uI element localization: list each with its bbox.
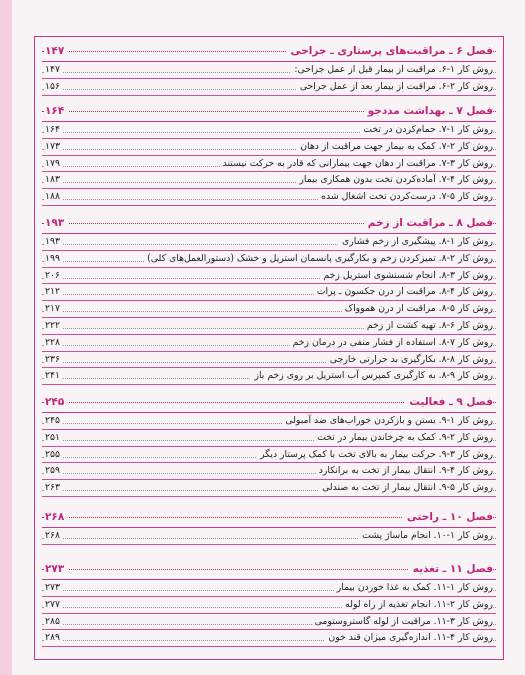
chapter-page-number: ۱۹۳ (45, 215, 68, 231)
entry-page-number: ۱۷۳ (45, 140, 63, 154)
toc-entry (42, 447, 496, 464)
entry-page-number: ۲۸۹ (45, 631, 63, 645)
entry-title: روش کار ۱-۹. بستن و بازکردن جوراب‌های ضد آمبولی (282, 414, 493, 428)
entry-page-number: ۲۲۲ (45, 319, 63, 333)
toc-entry (42, 463, 496, 480)
entry-title: روش کار ۵-۷. درست‌کردن تخت اشغال شده (318, 190, 493, 204)
entry-page-number: ۱۹۳ (45, 235, 63, 249)
toc-entry (42, 62, 496, 79)
entry-title: روش کار ۳-۷. مراقبت از دهان جهت بیمارانی که قادر به حرکت نیستند (220, 157, 493, 171)
chapter-heading (42, 215, 496, 232)
chapter-page-number: ۱۴۷ (45, 43, 68, 59)
toc-entry (42, 172, 496, 189)
entry-page-number: ۲۵۱ (45, 431, 63, 445)
entry-page-number: ۱۴۷ (45, 63, 63, 77)
entry-title: روش کار ۹-۸. به کارگیری کمپرس آب استریل بر روی زخم باز (251, 369, 493, 383)
entry-title: روش کار ۲-۸. تمیزکردن زخم و بکارگیری پانسمان استریل و خشک (دستورالعمل‌های کلی) (144, 252, 493, 266)
entry-title: روش کار ۳-۸. انجام شستشوی استریل زخم (320, 269, 493, 283)
toc-section (42, 215, 496, 385)
chapter-heading (42, 394, 496, 411)
entry-page-number: ۱۸۸ (45, 190, 63, 204)
entry-title: روش کار ۶-۸. تهیه کشت از زخم (364, 319, 493, 333)
toc-entry (42, 528, 496, 545)
entry-title: روش کار ۳-۱۱. مراقبت از لوله گاستروستومی (312, 615, 493, 629)
entry-title: روش کار ۱-۱۰. انجام ماساژ پشت (359, 529, 493, 543)
toc-frame (34, 36, 504, 660)
entry-title: روش کار ۳-۹. حرکت بیمار به بالای تخت با کمک پرستار دیگر (257, 448, 493, 462)
toc-entry (42, 580, 496, 597)
toc-entry (42, 614, 496, 631)
entry-page-number: ۱۹۹ (45, 252, 63, 266)
toc-entry (42, 268, 496, 285)
entry-page-number: ۲۶۳ (45, 481, 63, 495)
chapter-title: فصل ۱۰ ـ راحتی (403, 509, 493, 525)
book-page (12, 0, 525, 675)
entry-title: روش کار ۲-۶. مراقبت از بیمار بعد از عمل جراحی (297, 80, 493, 94)
entry-page-number: ۲۲۸ (45, 336, 63, 350)
chapter-title: فصل ۷ ـ بهداشت مددجو (364, 103, 493, 119)
toc-entry (42, 234, 496, 251)
entry-page-number: ۱۵۶ (45, 80, 63, 94)
chapter-title: فصل ۹ ـ فعالیت (405, 394, 493, 410)
chapter-heading (42, 103, 496, 120)
entry-title: روش کار ۲-۱۱. انجام تغذیه از راه لوله (342, 598, 493, 612)
entry-title: روش کار ۴-۸. مراقبت از درن جکسون ـ پرات (314, 285, 493, 299)
entry-title: روش کار ۵-۹. انتقال بیمار از تخت به صندلی (319, 481, 493, 495)
entry-title: روش کار ۸-۸. بکارگیری بد حرارتی خارجی (327, 353, 493, 367)
entry-page-number: ۲۷۳ (45, 581, 63, 595)
chapter-page-number: ۲۶۸ (45, 509, 68, 525)
entry-page-number: ۲۱۷ (45, 302, 63, 316)
entry-page-number: ۲۶۸ (45, 529, 63, 543)
entry-page-number: ۲۵۹ (45, 464, 63, 478)
entry-page-number: ۲۳۶ (45, 353, 63, 367)
chapter-title: فصل ۶ ـ مراقبت‌های پرستاری ـ جراحی (287, 43, 493, 59)
entry-title: روش کار ۵-۸. مراقبت از درن هموواک (342, 302, 493, 316)
toc-entry (42, 139, 496, 156)
entry-page-number: ۱۸۳ (45, 173, 63, 187)
toc-entry (42, 335, 496, 352)
toc-entry (42, 122, 496, 139)
toc-entry (42, 368, 496, 385)
toc-entry (42, 79, 496, 96)
toc-entry (42, 318, 496, 335)
entry-page-number: ۲۷۷ (45, 598, 63, 612)
toc-entry (42, 480, 496, 497)
entry-title: روش کار ۴-۹. انتقال بیمار از تخت به برانکارد (316, 464, 493, 478)
entry-title: روش کار ۲-۹. کمک به چرخاندن بیمار در تخت (314, 431, 493, 445)
entry-page-number: ۱۷۹ (45, 157, 63, 171)
entry-page-number: ۲۴۱ (45, 369, 63, 383)
toc-entry (42, 284, 496, 301)
chapter-page-number: ۲۴۵ (45, 394, 68, 410)
chapter-heading (42, 561, 496, 578)
chapter-heading (42, 43, 496, 60)
toc-entry (42, 251, 496, 268)
entry-page-number: ۲۵۵ (45, 448, 63, 462)
entry-page-number: ۲۸۵ (45, 615, 63, 629)
toc-section (42, 561, 496, 647)
toc-entry (42, 597, 496, 614)
chapter-title: فصل ۱۱ ـ تغذیه (409, 561, 493, 577)
toc-entry (42, 630, 496, 647)
entry-page-number: ۲۱۲ (45, 285, 63, 299)
entry-title: روش کار ۱-۶. مراقبت از بیمار قبل از عمل جراحی: (291, 63, 493, 77)
entry-title: روش کار ۱-۷. حمام‌کردن در تخت (360, 123, 493, 137)
toc-section (42, 509, 496, 545)
toc-entry (42, 352, 496, 369)
entry-page-number: ۲۴۵ (45, 414, 63, 428)
toc-entry (42, 189, 496, 206)
entry-title: روش کار ۴-۱۱. اندازه‌گیری میزان قند خون (325, 631, 493, 645)
toc-entry (42, 156, 496, 173)
chapter-heading (42, 509, 496, 526)
entry-title: روش کار ۴-۷. آماده‌کردن تخت بدون همکاری بیمار (296, 173, 493, 187)
entry-page-number: ۱۶۴ (45, 123, 63, 137)
entry-title: روش کار ۱-۸. پیشگیری از زخم فشاری (339, 235, 493, 249)
toc-entry (42, 430, 496, 447)
entry-title: روش کار ۱-۱۱. کمک به غذا خوردن بیمار (334, 581, 493, 595)
toc-section (42, 43, 496, 96)
toc-entry (42, 413, 496, 430)
entry-title: روش کار ۲-۷. کمک به بیمار جهت مراقبت از دهان (297, 140, 493, 154)
chapter-page-number: ۱۶۴ (45, 103, 68, 119)
toc-section (42, 394, 496, 497)
entry-page-number: ۲۰۶ (45, 269, 63, 283)
chapter-title: فصل ۸ ـ مراقبت از زخم (364, 215, 493, 231)
entry-title: روش کار ۷-۸. استفاده از فشار منفی در درمان زخم (290, 336, 493, 350)
toc-section (42, 103, 496, 206)
toc-entry (42, 301, 496, 318)
chapter-page-number: ۲۷۳ (45, 561, 68, 577)
